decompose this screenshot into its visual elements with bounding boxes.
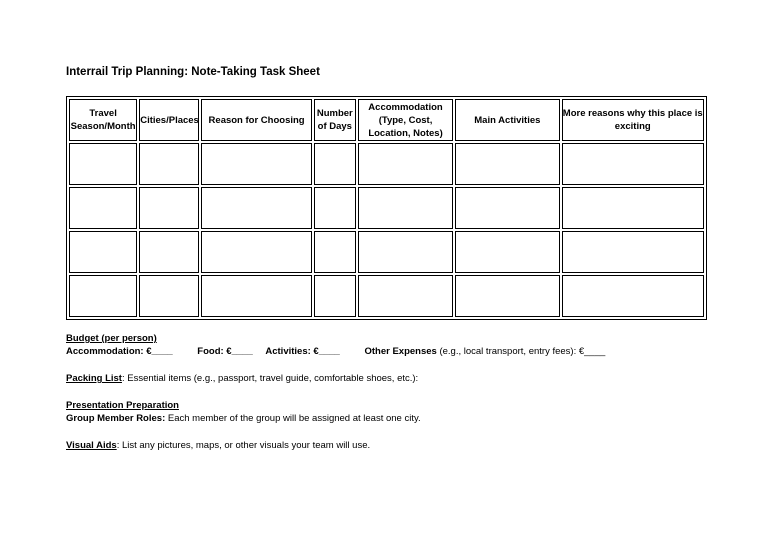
visual-label: Visual Aids: [66, 440, 117, 451]
table-cell[interactable]: [201, 187, 311, 229]
table-row: [69, 231, 704, 273]
table-cell[interactable]: [562, 187, 705, 229]
table-cell[interactable]: [69, 143, 137, 185]
budget-accommodation: Accommodation: €____: [66, 346, 173, 357]
packing-label: Packing List: [66, 373, 122, 384]
table-cell[interactable]: [358, 143, 453, 185]
table-cell[interactable]: [455, 143, 559, 185]
visual-aids: [66, 440, 370, 452]
budget-other-label: Other Expenses: [364, 346, 437, 357]
budget-activities: Activities: €____: [265, 346, 340, 357]
packing-list: [66, 373, 418, 385]
table-cell[interactable]: [314, 231, 356, 273]
budget-line: [66, 346, 605, 358]
budget-heading: Budget (per person): [66, 333, 157, 344]
table-cell[interactable]: [201, 231, 311, 273]
table-cell[interactable]: [139, 275, 199, 317]
table-cell[interactable]: [69, 275, 137, 317]
table-cell[interactable]: [455, 231, 559, 273]
table-cell[interactable]: [455, 275, 559, 317]
header-more-reasons: More reasons why this place is exciting: [562, 99, 705, 141]
table-cell[interactable]: [358, 275, 453, 317]
page-title: Interrail Trip Planning: Note-Taking Task Sheet: [66, 66, 320, 78]
roles-text: Each member of the group will be assigned at least one city.: [165, 413, 421, 424]
table-cell[interactable]: [562, 231, 705, 273]
table-row: [69, 275, 704, 317]
table-cell[interactable]: [358, 231, 453, 273]
packing-text: : Essential items (e.g., passport, travel guide, comfortable shoes, etc.):: [121, 373, 419, 384]
table-cell[interactable]: [314, 187, 356, 229]
table-cell[interactable]: [562, 143, 705, 185]
header-cities-places: Cities/Places: [139, 99, 199, 141]
table-cell[interactable]: [314, 275, 356, 317]
table-cell[interactable]: [314, 143, 356, 185]
planning-table: [66, 96, 707, 320]
table-row: [69, 187, 704, 229]
table-header-row: [69, 99, 704, 141]
table-cell[interactable]: [139, 231, 199, 273]
roles-label: Group Member Roles:: [66, 413, 166, 424]
table-cell[interactable]: [139, 143, 199, 185]
header-accommodation: Accommodation (Type, Cost, Location, Notes): [358, 99, 453, 141]
table-cell[interactable]: [455, 187, 559, 229]
table-cell[interactable]: [201, 143, 311, 185]
group-roles: [66, 413, 421, 425]
table-cell[interactable]: [69, 187, 137, 229]
visual-text: : List any pictures, maps, or other visuals your team will use.: [116, 440, 371, 451]
header-number-of-days: Number of Days: [314, 99, 356, 141]
header-main-activities: Main Activities: [455, 99, 559, 141]
table-cell[interactable]: [201, 275, 311, 317]
header-travel-season: Travel Season/Month: [69, 99, 137, 141]
presentation-heading: Presentation Preparation: [66, 400, 179, 411]
budget-food: Food: €____: [197, 346, 253, 357]
table-cell[interactable]: [562, 275, 705, 317]
header-reason: Reason for Choosing: [201, 99, 311, 141]
table-cell[interactable]: [69, 231, 137, 273]
budget-other-text: (e.g., local transport, entry fees): €____: [436, 346, 606, 357]
table-cell[interactable]: [139, 187, 199, 229]
table-cell[interactable]: [358, 187, 453, 229]
table-row: [69, 143, 704, 185]
